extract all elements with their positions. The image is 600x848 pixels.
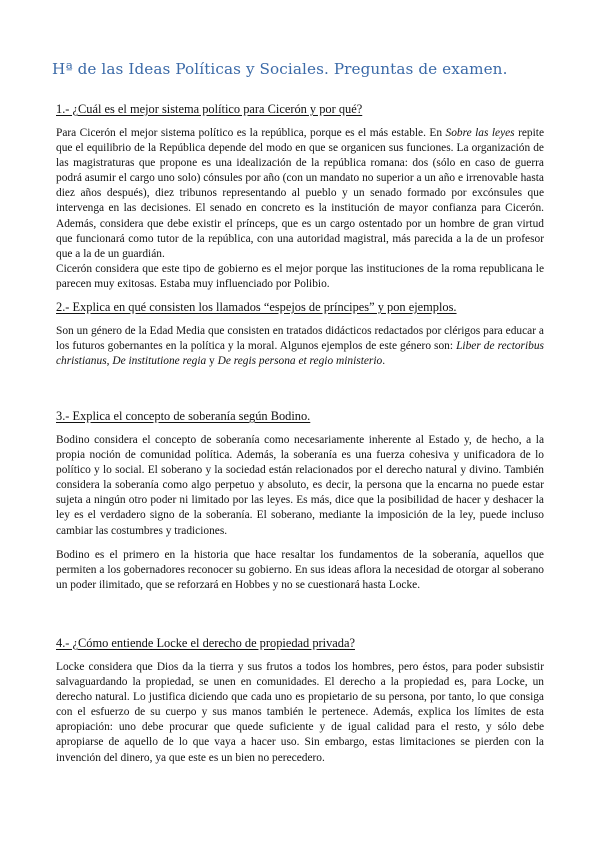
q1-book-title: Sobre las leyes <box>445 127 515 139</box>
q2-comma: , <box>106 355 113 368</box>
question-1-answer-paragraph <box>56 126 544 262</box>
question-3-heading: 3.- Explica el concepto de soberanía según Bodino. <box>56 409 311 423</box>
question-4-answer-paragraph: Locke considera que Dios da la tierra y sus frutos a todos los hombres, pero éstos, para poder subsistir salvaguardando la propiedad, se unen en comunidades. El derecho a la propiedad es, para Locke, un derecho natural. Lo justifica diciendo que cada uno es propietario de su persona, por tanto, lo que consiga con el esfuerzo de su cuerpo y sus manos también le pertenece. Además, explica los límites de esta apropiación: uno debe procurar que quede suficiente y de igual calidad para el resto, y sólo debe apropiarse de aquello de lo que vaya a hacer uso. Sin embargo, estas limitaciones se pierden con la invención del dinero, ya que este es un bien no perecedero. <box>56 661 544 764</box>
question-4-heading: 4.- ¿Cómo entiende Locke el derecho de propiedad privada? <box>56 636 355 650</box>
q1-text-rest: repite que el equilibrio de la República depende del modo en que se organicen sus funciones. La organización de las magistraturas que propone es una idealización de la república romana: dos (sólo en caso de guerra podrá asumir el cargo uno solo) cónsules por año (con un mandato no superior a un año e irrenovable hasta diez años después), diez tribunos representando al pueblo y un senado formado por excónsules que intervenga en las decisiones. El senado en concreto es la institución de mayor confianza para Cicerón. Además, considera que debe existir el prínceps, que es un cargo ostentado por un hombre de gran virtud que funcionará como tutor de la república, con una autoridad magistral, más parecida a la de un profesor que a la de un guardián. <box>56 127 545 260</box>
q2-example-2: De institutione regia <box>112 355 207 368</box>
question-3-section <box>56 409 544 593</box>
question-3-answer-paragraph-1: Bodino considera el concepto de soberanía como necesariamente inherente al Estado y, de hecho, a la propia noción de comunidad política. Además, la soberanía es una fuerza cohesiva y unificadora de lo político y lo social. El soberano y la sociedad están relacionados por el derecho natural y divino. También considera la soberanía como algo perpetuo y absoluto, es decir, la persona que la encarna no puede estar sujeta a ningún otro poder ni limitado por las leyes. Es más, dice que la posibilidad de hacer y deshacer la ley es el verdadero signo de la soberanía. El soberano, mediante la imposición de la ley, puede incluso cambiar las costumbres y tradiciones. <box>56 434 544 537</box>
question-2-section <box>56 300 544 369</box>
q2-period: . <box>382 355 386 368</box>
q2-example-3: De regis persona et regio ministerio <box>217 355 383 368</box>
question-4-section <box>56 636 544 766</box>
question-1-answer-conclusion: Cicerón considera que este tipo de gobierno es el mejor porque las instituciones de la roma republicana le parecen muy exitosas. Estaba muy influenciado por Polibio. <box>56 262 544 290</box>
question-2-heading: 2.- Explica en qué consisten los llamados “espejos de príncipes” y pon ejemplos. <box>56 300 457 314</box>
question-3-answer-paragraph-2: Bodino es el primero en la historia que hace resaltar los fundamentos de la soberanía, aquellos que permiten a los gobernadores reconocer su gobierno. En sus ideas aflora la necesidad de otorgar al soberano un poder ilimitado, que se reforzará en Hobbes y no se cuestionará hasta Locke. <box>56 548 544 591</box>
q2-example-1: Liber de rectoribus christianus <box>56 340 544 368</box>
q2-text: Son un género de la Edad Media que consisten en tratados didácticos redactados por clérigos para educar a los futuros gobernantes en la política y la moral. Algunos ejemplos de este género son: <box>56 325 544 353</box>
question-1-section <box>56 102 544 292</box>
page-title: Hª de las Ideas Políticas y Sociales. Preguntas de examen. <box>52 60 508 78</box>
q2-conjunction: y <box>206 355 218 368</box>
q1-text-start: Para Cicerón el mejor sistema político es la república, porque es el más estable. En <box>56 127 446 139</box>
question-1-heading: 1.- ¿Cuál es el mejor sistema político para Cicerón y por qué? <box>56 102 363 116</box>
question-2-answer-paragraph <box>56 324 544 369</box>
